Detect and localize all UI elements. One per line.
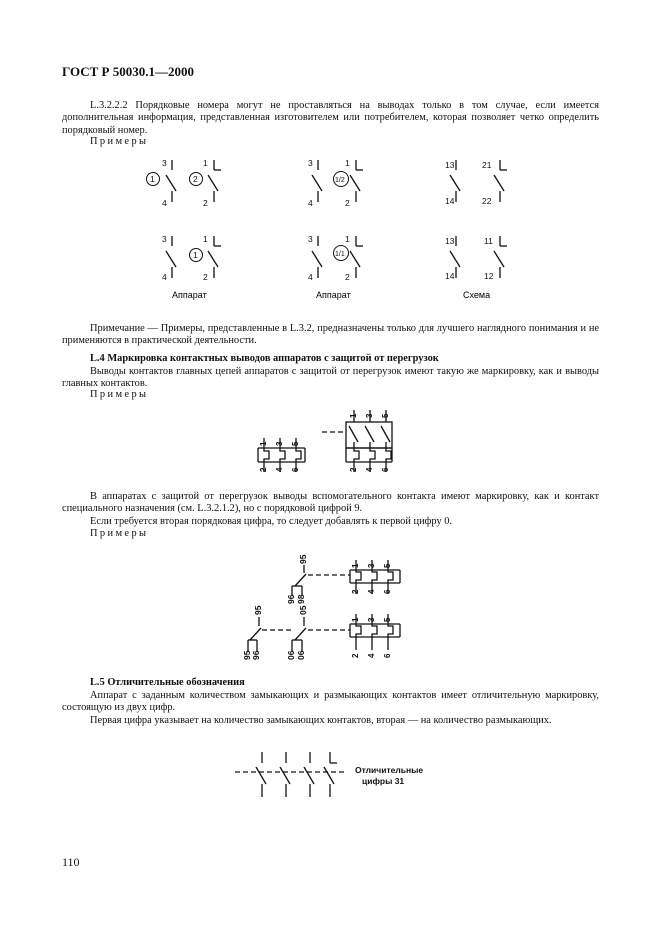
svg-text:4: 4 [365, 467, 374, 472]
svg-text:2: 2 [351, 589, 360, 594]
svg-text:3: 3 [308, 234, 313, 244]
svg-text:13: 13 [445, 236, 455, 246]
distinctive-label-line1: Отличительные [355, 765, 424, 775]
svg-text:5: 5 [383, 563, 392, 568]
examples-label-3: Примеры [90, 528, 149, 539]
svg-text:1: 1 [203, 234, 208, 244]
svg-text:95: 95 [298, 554, 308, 564]
svg-text:98: 98 [296, 594, 306, 604]
paragraph-aux-contact: В аппаратах с защитой от перегрузок выводы вспомогательного контакта имеют маркировку, как и контакт специального назначения (см. L.3.2.1.2), но с порядковой цифрой 9. [62, 491, 599, 515]
svg-text:2: 2 [345, 272, 350, 282]
svg-text:1: 1 [349, 413, 358, 418]
svg-text:22: 22 [482, 196, 492, 206]
svg-text:6: 6 [383, 589, 392, 594]
heading-l5: L.5 Отличительные обозначения [90, 677, 245, 688]
svg-text:06: 06 [286, 650, 296, 660]
svg-text:14: 14 [445, 196, 455, 206]
svg-text:1: 1 [345, 234, 350, 244]
svg-text:13: 13 [445, 160, 455, 170]
svg-text:5: 5 [291, 441, 300, 446]
svg-text:1: 1 [351, 563, 360, 568]
svg-text:4: 4 [275, 467, 284, 472]
svg-text:3: 3 [162, 234, 167, 244]
svg-text:4: 4 [308, 272, 313, 282]
svg-text:3: 3 [162, 158, 167, 168]
svg-text:21: 21 [482, 160, 492, 170]
svg-text:3: 3 [308, 158, 313, 168]
caption-apparatus-middle: Аппарат [316, 290, 351, 300]
heading-l4: L.4 Маркировка контактных выводов аппаратов с защитой от перегрузок [90, 353, 439, 364]
svg-text:2: 2 [351, 653, 360, 658]
svg-text:4: 4 [162, 272, 167, 282]
caption-scheme: Схема [463, 290, 491, 300]
svg-text:1: 1 [203, 158, 208, 168]
svg-text:2: 2 [349, 467, 358, 472]
paragraph-second-digit: Если требуется вторая порядковая цифра, то следует добавлять к первой цифру 0. [90, 516, 453, 527]
page-number: 110 [62, 855, 80, 869]
svg-text:14: 14 [445, 271, 455, 281]
svg-text:3: 3 [365, 413, 374, 418]
svg-text:1: 1 [150, 174, 155, 184]
svg-text:4: 4 [367, 653, 376, 658]
svg-text:95: 95 [253, 605, 263, 615]
paragraph-l3222: L.3.2.2.2 Порядковые номера могут не проставляться на выводах только в том случае, если имеется дополнительная информация, представленная изготовителем или потребителем, которая позволяет четко определить порядковый номер. [62, 100, 599, 136]
paragraph-l4: Выводы контактов главных цепей аппаратов с защитой от перегрузок имеют такую же маркировку, как и выводы главных контактов. [62, 366, 599, 390]
svg-text:1: 1 [259, 441, 268, 446]
svg-text:4: 4 [308, 198, 313, 208]
svg-text:6: 6 [381, 467, 390, 472]
document-header: ГОСТ Р 50030.1—2000 [62, 64, 194, 79]
svg-text:1: 1 [193, 250, 198, 260]
svg-text:2: 2 [345, 198, 350, 208]
svg-text:5: 5 [383, 617, 392, 622]
svg-text:4: 4 [367, 589, 376, 594]
svg-text:4: 4 [162, 198, 167, 208]
svg-text:96: 96 [251, 650, 261, 660]
svg-text:1: 1 [345, 158, 350, 168]
svg-text:05: 05 [298, 605, 308, 615]
svg-text:5: 5 [381, 413, 390, 418]
svg-text:95: 95 [242, 650, 252, 660]
svg-text:6: 6 [291, 467, 300, 472]
svg-text:2: 2 [203, 198, 208, 208]
note-paragraph: Примечание — Примеры, представленные в L.3.2, предназначены только для лучшего наглядного понимания и не применяются в практической деятельности. [62, 323, 599, 347]
contact-group-31 [235, 752, 346, 797]
examples-label-2: Примеры [90, 389, 149, 400]
svg-text:2: 2 [193, 174, 198, 184]
svg-text:12: 12 [484, 271, 494, 281]
svg-text:2: 2 [203, 272, 208, 282]
svg-text:3: 3 [367, 617, 376, 622]
svg-text:3: 3 [275, 441, 284, 446]
examples-label-1: Примеры [90, 136, 149, 147]
svg-text:06: 06 [296, 650, 306, 660]
caption-apparatus-left: Аппарат [172, 290, 207, 300]
svg-text:2: 2 [259, 467, 268, 472]
svg-text:11: 11 [484, 236, 493, 246]
svg-text:96: 96 [286, 594, 296, 604]
svg-text:6: 6 [383, 653, 392, 658]
paragraph-l5: Аппарат с заданным количеством замыкающих и размыкающих контактов имеет отличительную маркировку, состоящую из двух цифр. [62, 690, 599, 714]
distinctive-label-line2: цифры 31 [362, 776, 405, 786]
svg-text:1: 1 [351, 617, 360, 622]
svg-text:3: 3 [367, 563, 376, 568]
paragraph-digits: Первая цифра указывает на количество замыкающих контактов, вторая — на количество размыкающих. [90, 715, 552, 726]
svg-text:1/2: 1/2 [335, 177, 345, 184]
svg-text:1/1: 1/1 [335, 251, 345, 258]
